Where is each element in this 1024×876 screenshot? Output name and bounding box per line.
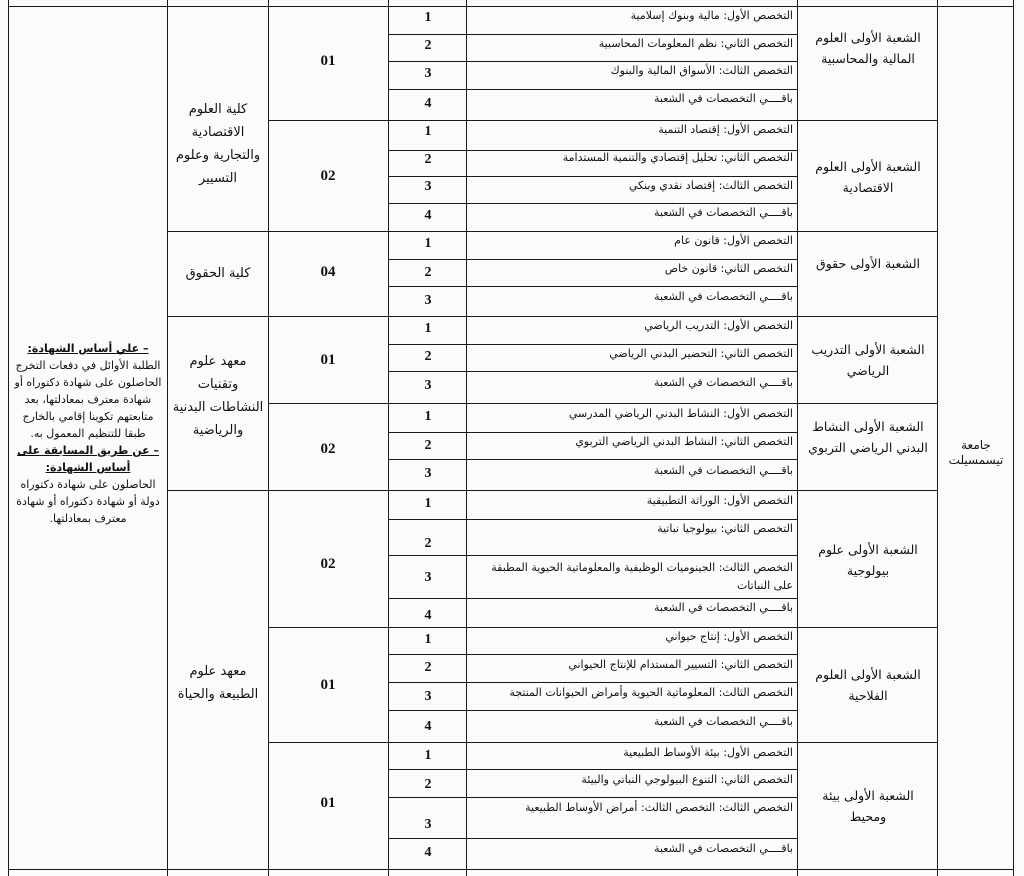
specialty-item: التخصص الثاني: التنوع البيولوجي النباتي والبيئة bbox=[581, 773, 793, 786]
condition-heading-certificate: – علي أساس الشهادة: bbox=[27, 342, 149, 355]
specialty-item: التخصص الأول: الوراثة التطبيقية bbox=[646, 494, 793, 507]
row-number: 4 bbox=[424, 608, 432, 623]
branch-financial-accounting: الشعبة الأولى العلوم المالية والمحاسبية bbox=[815, 30, 921, 66]
specialty-item: التخصص الثاني: النشاط البدني الرياضي التربوي bbox=[575, 435, 793, 448]
group-sep-2 bbox=[268, 231, 937, 232]
row-number: 1 bbox=[424, 409, 432, 424]
specialty-item: التخصص الثالث: المعلوماتية الحيوية وأمراض الحيوانات المنتجة bbox=[509, 686, 793, 699]
row-number: 3 bbox=[424, 179, 432, 194]
branch-environment: الشعبة الأولى بيئة ومحيط bbox=[822, 788, 914, 824]
row-number: 3 bbox=[424, 66, 432, 81]
posts-count: 01 bbox=[320, 352, 336, 368]
faculty-sports-institute: معهد علوم وتقنيات النشاطات البدنية والرياضية bbox=[172, 354, 264, 438]
branch-economics: الشعبة الأولى العلوم الاقتصادية bbox=[815, 159, 921, 195]
row-number: 4 bbox=[424, 845, 432, 860]
hline-top bbox=[8, 6, 1014, 7]
row-number: 4 bbox=[424, 719, 432, 734]
specialty-item: التخصص الثاني: تحليل إقتصادي والتنمية المستدامة bbox=[562, 151, 793, 164]
specialty-item: التخصص الثالث: إقتصاد نقدي وبنكي bbox=[628, 179, 793, 192]
row-number: 2 bbox=[424, 349, 432, 364]
condition-text-competition: الحاصلون على شهادة دكتوراه دولة أو شهادة دكتوراه أو شهادة معترف بمعادلتها. bbox=[16, 478, 160, 525]
condition-text-certificate: الطلبة الأوائل في دفعات التخرج الحاصلون على شهادة دكتوراه أو شهادة معترف بمعادلتها، بعد متابعتهم تكوينا إقامي بالخارج طبقا للتنظيم المعمول به. bbox=[14, 359, 162, 440]
posts-count: 02 bbox=[320, 441, 336, 457]
row-number: 1 bbox=[424, 496, 432, 511]
specialty-item: باقــــي التخصصات في الشعبة bbox=[653, 290, 793, 303]
specialty-item: باقــــي التخصصات في الشعبة bbox=[653, 376, 793, 389]
group-sep-7 bbox=[268, 742, 937, 743]
faculty-economics: كلية العلوم الاقتصادية والتجارية وعلوم التسيير bbox=[175, 102, 261, 186]
row-number: 2 bbox=[424, 38, 432, 53]
row-number: 2 bbox=[424, 660, 432, 675]
row-number: 1 bbox=[424, 124, 432, 139]
specialty-item: التخصص الثاني: بيولوجيا نباتية bbox=[657, 522, 793, 535]
specialty-item: التخصص الثاني: نظم المعلومات المحاسبية bbox=[598, 37, 793, 50]
vline-faculty bbox=[268, 0, 269, 876]
posts-count: 01 bbox=[320, 677, 336, 693]
row-number: 2 bbox=[424, 152, 432, 167]
row-number: 3 bbox=[424, 689, 432, 704]
specialty-item: التخصص الثاني: التسيير المستدام للإنتاج الحيواني bbox=[568, 658, 793, 671]
group-sep-4 bbox=[268, 403, 937, 404]
specialty-item: التخصص الثالث: التخصص الثالث: أمراض الأوساط الطبيعية bbox=[525, 801, 793, 814]
branch-agricultural-sciences: الشعبة الأولى العلوم الفلاحية bbox=[815, 667, 921, 703]
specialty-item: التخصص الأول: النشاط البدني الرياضي المدرسي bbox=[568, 407, 793, 420]
group-sep-6 bbox=[268, 627, 937, 628]
row-number: 3 bbox=[424, 466, 432, 481]
vline-posts bbox=[388, 0, 389, 876]
specialty-item: التخصص الثالث: الأسواق المالية والبنوك bbox=[610, 64, 793, 77]
specialty-item: التخصص الأول: بيئة الأوساط الطبيعية bbox=[623, 746, 793, 759]
specialty-item: باقــــي التخصصات في الشعبة bbox=[653, 206, 793, 219]
row-number: 3 bbox=[424, 378, 432, 393]
row-number: 4 bbox=[424, 208, 432, 223]
specialty-item: التخصص الأول: إقتصاد التنمية bbox=[658, 123, 793, 136]
row-number: 1 bbox=[424, 10, 432, 25]
row-number: 2 bbox=[424, 777, 432, 792]
row-number: 1 bbox=[424, 748, 432, 763]
row-number: 3 bbox=[424, 293, 432, 308]
row-number: 2 bbox=[424, 438, 432, 453]
specialty-item: باقــــي التخصصات في الشعبة bbox=[653, 715, 793, 728]
group-sep-1 bbox=[268, 120, 937, 121]
specialty-item: التخصص الثالث: الجينوميات الوظيفية والمعلوماتية الحيوية المطبقة على النباتات bbox=[491, 561, 793, 592]
faculty-law: كلية الحقوق bbox=[185, 266, 251, 281]
specialty-item: التخصص الثاني: قانون خاص bbox=[664, 262, 793, 275]
specialty-item: التخصص الأول: مالية وبنوك إسلامية bbox=[630, 9, 793, 22]
branch-sports-training: الشعبة الأولى التدريب الرياضي bbox=[811, 342, 925, 378]
vline-number bbox=[466, 0, 467, 876]
vline-branch bbox=[937, 0, 938, 876]
specialty-item: باقــــي التخصصات في الشعبة bbox=[653, 92, 793, 105]
specialty-item: التخصص الأول: قانون عام bbox=[674, 234, 793, 247]
specialty-item: باقــــي التخصصات في الشعبة bbox=[653, 601, 793, 614]
specialty-item: التخصص الأول: إنتاج حيواني bbox=[665, 630, 793, 643]
vline-right bbox=[1013, 0, 1014, 876]
posts-count: 01 bbox=[320, 53, 336, 69]
row-number: 2 bbox=[424, 265, 432, 280]
specialty-item: التخصص الأول: التدريب الرياضي bbox=[644, 319, 793, 332]
row-number: 1 bbox=[424, 321, 432, 336]
branch-biological-sciences: الشعبة الأولى علوم بيولوجية bbox=[818, 542, 918, 578]
posts-count: 02 bbox=[320, 556, 336, 572]
posts-count: 04 bbox=[320, 264, 336, 280]
row-number: 2 bbox=[424, 536, 432, 551]
row-number: 1 bbox=[424, 632, 432, 647]
branch-physical-education: الشعبة الأولى النشاط البدني الرياضي التربوي bbox=[808, 419, 928, 455]
posts-count: 01 bbox=[320, 795, 336, 811]
row-number: 3 bbox=[424, 817, 432, 832]
admission-conditions bbox=[12, 340, 164, 527]
vline-left bbox=[8, 0, 9, 876]
condition-heading-competition: – عن طريق المسابقة على أساس الشهادة: bbox=[17, 444, 159, 474]
branch-law: الشعبة الأولى حقوق bbox=[816, 256, 920, 271]
vline-specialty bbox=[797, 0, 798, 876]
posts-count: 02 bbox=[320, 168, 336, 184]
specialty-item: باقــــي التخصصات في الشعبة bbox=[653, 464, 793, 477]
university-name: جامعة تيسمسيلت bbox=[948, 438, 1004, 467]
group-sep-3 bbox=[268, 316, 937, 317]
specialty-item: باقــــي التخصصات في الشعبة bbox=[653, 842, 793, 855]
vline-conditions bbox=[167, 0, 168, 876]
group-sep-5 bbox=[268, 490, 937, 491]
specialty-item: التخصص الثاني: التحضير البدني الرياضي bbox=[609, 347, 793, 360]
row-number: 1 bbox=[424, 236, 432, 251]
row-number: 3 bbox=[424, 570, 432, 585]
faculty-nature-life-institute: معهد علوم الطبيعة والحياة bbox=[177, 664, 259, 702]
row-number: 4 bbox=[424, 96, 432, 111]
hline-bottom bbox=[8, 869, 1014, 870]
